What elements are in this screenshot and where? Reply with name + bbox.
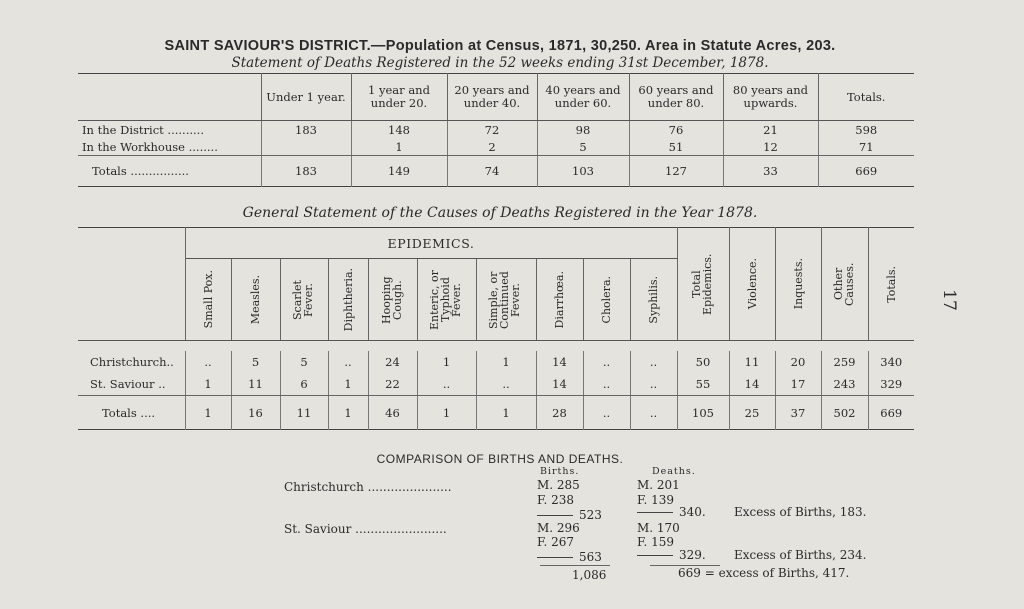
table-cell: 502 bbox=[821, 396, 868, 430]
column-header: Other Causes. bbox=[821, 228, 868, 341]
comparison-title: COMPARISON OF BIRTHS AND DEATHS. bbox=[376, 452, 624, 466]
table-cell: 1 bbox=[328, 396, 368, 430]
table-cell: .. bbox=[630, 351, 677, 373]
st-saviour-deaths-f: F. 159 bbox=[637, 535, 674, 549]
table-cell: 51 bbox=[629, 138, 723, 156]
table-cell: 14 bbox=[536, 351, 583, 373]
table-cell: 24 bbox=[368, 351, 417, 373]
column-header: Violence. bbox=[729, 228, 775, 341]
christchurch-deaths-f: F. 139 bbox=[637, 493, 674, 507]
table-cell: 33 bbox=[723, 156, 818, 187]
table-cell: 46 bbox=[368, 396, 417, 430]
page-title: SAINT SAVIOUR'S DISTRICT.—Population at Census, 1871, 30,250. Area in Statute Acres, 203. bbox=[164, 38, 836, 54]
st-saviour-births-m: M. 296 bbox=[537, 521, 580, 535]
column-header: Hooping Cough. bbox=[368, 259, 417, 341]
table-row bbox=[78, 156, 914, 187]
table-cell: .. bbox=[630, 373, 677, 396]
christchurch-deaths-total: 340. bbox=[637, 505, 706, 519]
deaths-by-age-table bbox=[78, 73, 914, 187]
row-label: In the District .......... bbox=[78, 121, 261, 139]
header-blank bbox=[78, 74, 261, 121]
christchurch-births-f: F. 238 bbox=[537, 493, 574, 507]
table-row bbox=[78, 351, 914, 373]
table-cell: .. bbox=[583, 396, 630, 430]
table-header-row bbox=[78, 74, 914, 121]
epidemics-header: EPIDEMICS. bbox=[185, 228, 677, 259]
table-cell: 76 bbox=[629, 121, 723, 139]
column-header: 60 years and under 80. bbox=[629, 74, 723, 121]
table-cell: 21 bbox=[723, 121, 818, 139]
table-cell: .. bbox=[583, 373, 630, 396]
table-cell: 5 bbox=[231, 351, 280, 373]
table-row bbox=[78, 121, 914, 139]
table-cell: 598 bbox=[855, 122, 878, 137]
table-cell: 1 bbox=[351, 138, 447, 156]
table-cell: 105 bbox=[677, 396, 729, 430]
table-cell: .. bbox=[630, 396, 677, 430]
deaths-statement-subtitle: Statement of Deaths Registered in the 52 weeks ending 31st December, 1878. bbox=[231, 55, 769, 71]
column-header: Totals. bbox=[868, 228, 914, 341]
table-cell: 37 bbox=[775, 396, 821, 430]
births-column-label: Births. bbox=[540, 466, 580, 477]
column-header: Simple, or Continued Fever. bbox=[476, 259, 536, 341]
column-header: 80 years and upwards. bbox=[723, 74, 818, 121]
column-header: Total Epidemics. bbox=[677, 228, 729, 341]
table-cell: 55 bbox=[677, 373, 729, 396]
table-cell: .. bbox=[417, 373, 476, 396]
table-cell: 20 bbox=[775, 351, 821, 373]
row-label: Totals ................ bbox=[78, 156, 261, 187]
christchurch-excess: Excess of Births, 183. bbox=[734, 505, 867, 519]
table-cell: .. bbox=[583, 351, 630, 373]
table-cell: 1 bbox=[417, 351, 476, 373]
table-cell: 14 bbox=[729, 373, 775, 396]
christchurch-label: Christchurch ...................... bbox=[284, 480, 452, 494]
table-cell: 1 bbox=[476, 396, 536, 430]
christchurch-births-m: M. 285 bbox=[537, 478, 580, 492]
column-header: Syphilis. bbox=[630, 259, 677, 341]
st-saviour-births-total: 563 bbox=[537, 550, 602, 564]
table-cell: 329 bbox=[868, 373, 914, 396]
deaths-column-label: Deaths. bbox=[652, 466, 696, 477]
table-cell: 28 bbox=[536, 396, 583, 430]
table-cell: 148 bbox=[351, 121, 447, 139]
table-cell: 14 bbox=[536, 373, 583, 396]
table-cell: 340 bbox=[880, 355, 903, 369]
table-cell: 669 bbox=[855, 164, 878, 178]
st-saviour-deaths-total: 329. bbox=[637, 548, 706, 562]
table-cell: 12 bbox=[723, 138, 818, 156]
table-cell: .. bbox=[185, 351, 231, 373]
table-cell bbox=[261, 138, 351, 156]
table-cell: 71 bbox=[818, 138, 914, 156]
table-cell: 11 bbox=[729, 351, 775, 373]
table-cell: 259 bbox=[821, 351, 868, 373]
table-cell: 1 bbox=[185, 373, 231, 396]
row-label: Totals .... bbox=[78, 396, 185, 430]
table-cell: 183 bbox=[261, 156, 351, 187]
column-header: Measles. bbox=[231, 259, 280, 341]
table-cell: 72 bbox=[447, 121, 537, 139]
causes-of-deaths-heading: General Statement of the Causes of Deaths Registered in the Year 1878. bbox=[242, 205, 758, 221]
row-label: In the Workhouse ........ bbox=[78, 138, 261, 156]
table-cell: 11 bbox=[280, 396, 328, 430]
table-cell: 5 bbox=[537, 138, 629, 156]
table-cell: 149 bbox=[351, 156, 447, 187]
grand-deaths-total: 669 = excess of Births, 417. bbox=[678, 566, 850, 580]
row-label: Christchurch.. bbox=[78, 351, 185, 373]
row-label: St. Saviour .. bbox=[78, 373, 185, 396]
column-header: 20 years and under 40. bbox=[447, 74, 537, 121]
table-cell: .. bbox=[476, 373, 536, 396]
column-header: Under 1 year. bbox=[261, 74, 351, 121]
table-cell: 243 bbox=[821, 373, 868, 396]
st-saviour-births-f: F. 267 bbox=[537, 535, 574, 549]
births-total-rule bbox=[540, 565, 610, 566]
table-cell: 1 bbox=[328, 373, 368, 396]
table-row bbox=[78, 396, 914, 430]
table-cell: 50 bbox=[677, 351, 729, 373]
table-cell: 74 bbox=[447, 156, 537, 187]
column-header: Scarlet Fever. bbox=[280, 259, 328, 341]
table-cell: .. bbox=[328, 351, 368, 373]
table-cell: 5 bbox=[280, 351, 328, 373]
table-cell: 25 bbox=[729, 396, 775, 430]
st-saviour-deaths-m: M. 170 bbox=[637, 521, 680, 535]
grand-births-total: 1,086 bbox=[572, 568, 607, 582]
table-cell: 669 bbox=[880, 405, 903, 420]
table-cell: 98 bbox=[537, 121, 629, 139]
table-cell: 183 bbox=[261, 121, 351, 139]
column-header: Small Pox. bbox=[185, 259, 231, 341]
column-header: Diarrhœa. bbox=[536, 259, 583, 341]
header-blank bbox=[78, 228, 185, 341]
column-header: Inquests. bbox=[775, 228, 821, 341]
st-saviour-label: St. Saviour ........................ bbox=[284, 522, 447, 536]
table-cell: 17 bbox=[775, 373, 821, 396]
table-cell: 22 bbox=[368, 373, 417, 396]
column-header: Diphtheria. bbox=[328, 259, 368, 341]
column-header: Enteric, or Typhoid Fever. bbox=[417, 259, 476, 341]
table-cell: 127 bbox=[629, 156, 723, 187]
table-header-row bbox=[78, 228, 914, 259]
table-cell: 6 bbox=[280, 373, 328, 396]
st-saviour-excess: Excess of Births, 234. bbox=[734, 548, 867, 562]
christchurch-births-total: 523 bbox=[537, 508, 602, 522]
table-row bbox=[78, 373, 914, 396]
column-header: 1 year and under 20. bbox=[351, 74, 447, 121]
page-number: 17 bbox=[938, 289, 959, 311]
table-cell: 1 bbox=[185, 396, 231, 430]
table-cell: 1 bbox=[476, 351, 536, 373]
table-cell: 11 bbox=[231, 373, 280, 396]
column-header: 40 years and under 60. bbox=[537, 74, 629, 121]
table-cell: 2 bbox=[447, 138, 537, 156]
table-cell: 103 bbox=[537, 156, 629, 187]
column-header: Cholera. bbox=[583, 259, 630, 341]
table-cell: 1 bbox=[417, 396, 476, 430]
causes-of-deaths-table bbox=[78, 227, 914, 430]
column-header: Totals. bbox=[818, 74, 914, 121]
christchurch-deaths-m: M. 201 bbox=[637, 478, 680, 492]
table-row bbox=[78, 138, 914, 156]
table-cell: 16 bbox=[231, 396, 280, 430]
